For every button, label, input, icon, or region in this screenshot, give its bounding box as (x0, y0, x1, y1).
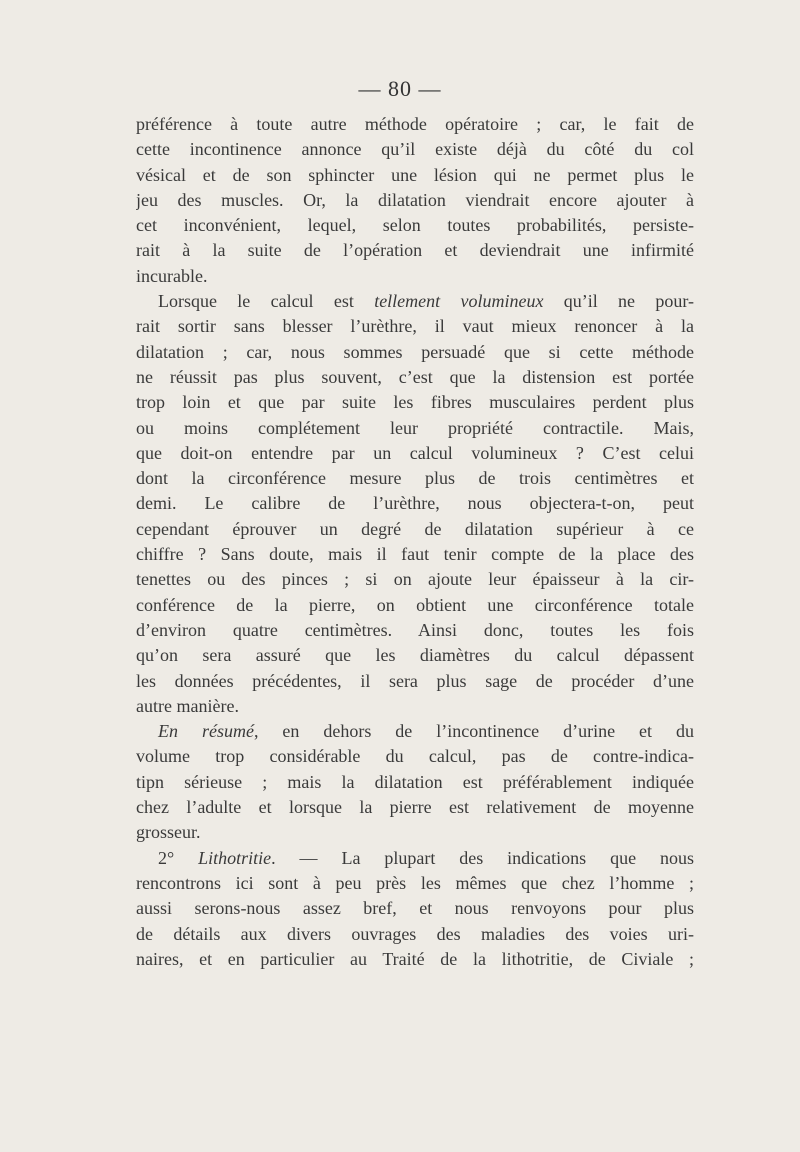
italic-run: tellement volumineux (374, 291, 544, 312)
text-line: d’environ quatre centimètres. Ainsi donc, toutes les fois (136, 619, 694, 640)
text-line (136, 719, 694, 744)
text-line: demi. Le calibre de l’urèthre, nous objectera-t-on, peut (136, 493, 694, 514)
text-line: chez l’adulte et lorsque la pierre est relativement de moyenne (136, 797, 694, 818)
text-line: ne réussit pas plus souvent, c’est que la distension est portée (136, 366, 694, 387)
text-line: chiffre ? Sans doute, mais il faut tenir compte de la place des (136, 544, 694, 565)
text-line (136, 846, 694, 871)
text-line: cet inconvénient, lequel, selon toutes probabilités, persiste- (136, 215, 694, 236)
text-line: rencontrons ici sont à peu près les mêmes que chez l’homme ; (136, 872, 694, 893)
body-text (136, 112, 694, 972)
text-line: naires, et en particulier au Traité de la lithotritie, de Civiale ; (136, 948, 694, 969)
text-run: qu’il ne pour- (543, 291, 694, 312)
text-line: rait sortir sans blesser l’urèthre, il vaut mieux renoncer à la (136, 316, 694, 337)
text-line: autre manière. (136, 695, 239, 716)
text-line: volume trop considérable du calcul, pas de contre-indica- (136, 746, 694, 767)
text-line: trop loin et que par suite les fibres musculaires perdent plus (136, 392, 694, 413)
text-line: aussi serons-nous assez bref, et nous renvoyons pour plus (136, 898, 694, 919)
text-line: dilatation ; car, nous sommes persuadé que si cette méthode (136, 341, 694, 362)
text-line: jeu des muscles. Or, la dilatation viendrait encore ajouter à (136, 189, 694, 210)
text-line: tipn sérieuse ; mais la dilatation est préférablement indiquée (136, 771, 694, 792)
text-run: . — La plupart des indications que nous (271, 847, 694, 868)
text-line: dont la circonférence mesure plus de trois centimètres et (136, 468, 694, 489)
text-line: incurable. (136, 265, 208, 286)
text-run: Lorsque le calcul est (158, 291, 375, 312)
text-line: préférence à toute autre méthode opératoire ; car, le fait de (136, 114, 694, 134)
text-line: vésical et de son sphincter une lésion qui ne permet plus le (136, 164, 694, 185)
text-line: ou moins complétement leur propriété contractile. Mais, (136, 417, 694, 438)
text-line: cependant éprouver un degré de dilatation supérieur à ce (136, 518, 694, 539)
text-line: de détails aux divers ouvrages des maladies des voies uri- (136, 923, 694, 944)
text-line (136, 289, 694, 314)
text-line: les données précédentes, il sera plus sage de procéder d’une (136, 670, 694, 691)
italic-run: En résumé (158, 721, 254, 742)
italic-run: Lithotritie (198, 847, 272, 868)
page-number: — 80 — (358, 76, 442, 101)
text-line: grosseur. (136, 822, 201, 843)
text-line: cette incontinence annonce qu’il existe déjà du côté du col (136, 139, 694, 160)
text-line: conférence de la pierre, on obtient une circonférence totale (136, 594, 694, 615)
text-line: tenettes ou des pinces ; si on ajoute leur épaisseur à la cir- (136, 569, 694, 590)
text-line: que doit-on entendre par un calcul volumineux ? C’est celui (136, 442, 694, 463)
text-line: qu’on sera assuré que les diamètres du calcul dépassent (136, 645, 694, 666)
text-run: 2° (158, 847, 199, 868)
text-run: , en dehors de l’incontinence d’urine et du (253, 721, 694, 742)
text-line: rait à la suite de l’opération et deviendrait une infirmité (136, 240, 694, 261)
